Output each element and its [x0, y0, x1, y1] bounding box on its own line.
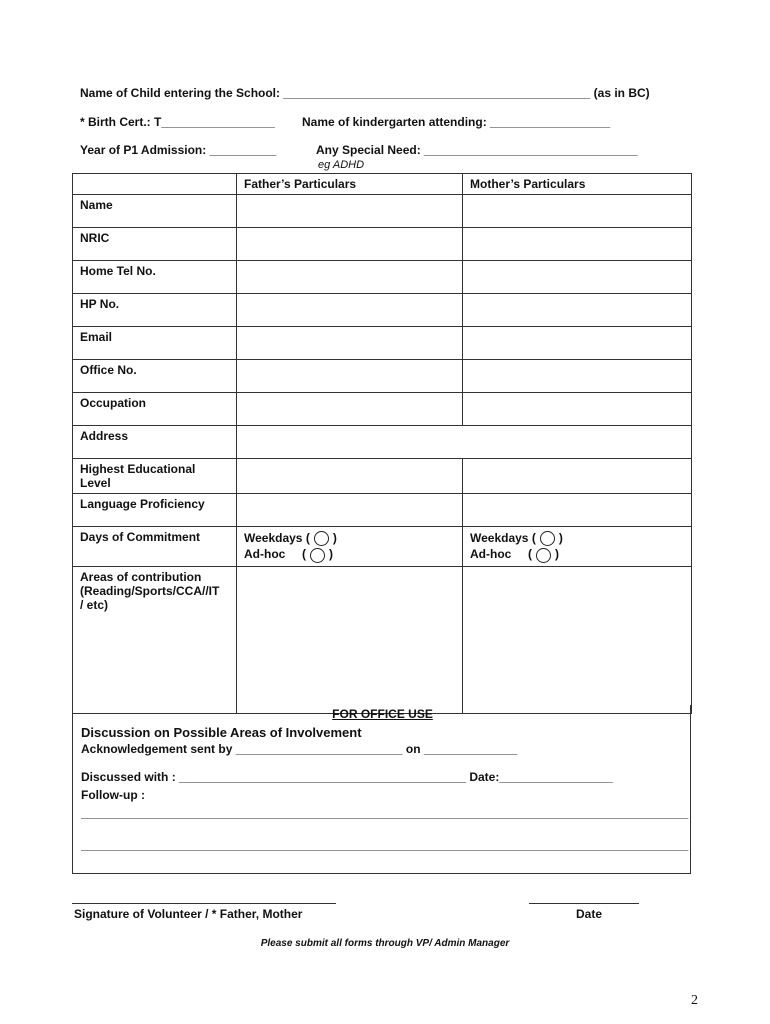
- paren: ): [555, 547, 559, 562]
- address-cell[interactable]: [237, 426, 692, 459]
- acknowledgement-field[interactable]: Acknowledgement sent by _________________________ on ______________: [81, 742, 518, 756]
- mother-adhoc-radio[interactable]: [536, 548, 551, 563]
- date-label: Date: [576, 907, 603, 921]
- row-label-language: Language Proficiency: [73, 494, 237, 527]
- row-label-occupation: Occupation: [73, 393, 237, 426]
- father-adhoc-radio[interactable]: [310, 548, 325, 563]
- father-occupation-cell[interactable]: [237, 393, 463, 426]
- mother-nric-cell[interactable]: [463, 228, 692, 261]
- row-label-email: Email: [73, 327, 237, 360]
- father-home-tel-cell[interactable]: [237, 261, 463, 294]
- mother-column-header: Mother’s Particulars: [463, 174, 692, 195]
- signature-line[interactable]: [72, 903, 336, 904]
- father-language-cell[interactable]: [237, 494, 463, 527]
- office-use-section: [72, 705, 691, 874]
- mother-email-cell[interactable]: [463, 327, 692, 360]
- mother-education-cell[interactable]: [463, 459, 692, 494]
- row-label-home-tel: Home Tel No.: [73, 261, 237, 294]
- areas-label-line2: (Reading/Sports/CCA//IT: [80, 583, 220, 598]
- discussed-with-field[interactable]: Discussed with : ___________________________________________ Date:_________________: [81, 770, 613, 784]
- table-corner: [73, 174, 237, 195]
- mother-home-tel-cell[interactable]: [463, 261, 692, 294]
- father-nric-cell[interactable]: [237, 228, 463, 261]
- father-office-cell[interactable]: [237, 360, 463, 393]
- follow-up-line-2[interactable]: ___________________________________________________________________________________________: [81, 838, 689, 852]
- row-label-education: [73, 459, 237, 494]
- date-line[interactable]: [529, 903, 639, 904]
- paren: (: [528, 547, 532, 562]
- page-number: 2: [691, 993, 698, 1008]
- father-adhoc-label: Ad-hoc: [244, 547, 286, 562]
- row-label-areas: [73, 566, 237, 713]
- mother-areas-cell[interactable]: [463, 566, 692, 713]
- paren: (: [302, 547, 306, 562]
- row-label-commitment: Days of Commitment: [73, 527, 237, 567]
- submission-note: Please submit all forms through VP/ Admin Manager: [260, 938, 510, 949]
- particulars-table: [72, 173, 692, 714]
- paren: ): [329, 547, 333, 562]
- row-label-name: Name: [73, 195, 237, 228]
- paren: ): [332, 531, 337, 545]
- areas-label-line1: Areas of contribution: [80, 569, 202, 584]
- mother-hp-cell[interactable]: [463, 294, 692, 327]
- row-label-address: Address: [73, 426, 237, 459]
- education-label-line2: Level: [80, 476, 111, 490]
- father-commitment-cell: [237, 527, 463, 567]
- father-column-header: Father’s Particulars: [237, 174, 463, 195]
- mother-occupation-cell[interactable]: [463, 393, 692, 426]
- follow-up-line-1[interactable]: ___________________________________________________________________________________________: [81, 806, 689, 820]
- mother-weekdays-label: Weekdays (: [470, 531, 536, 545]
- office-use-title: FOR OFFICE USE: [332, 707, 433, 721]
- father-weekdays-label: Weekdays (: [244, 531, 310, 545]
- mother-commitment-cell: [463, 527, 692, 567]
- father-education-cell[interactable]: [237, 459, 463, 494]
- father-email-cell[interactable]: [237, 327, 463, 360]
- special-need-field[interactable]: Any Special Need: ________________________________: [316, 143, 638, 157]
- birth-cert-field[interactable]: * Birth Cert.: T_________________: [80, 115, 275, 129]
- row-label-nric: NRIC: [73, 228, 237, 261]
- father-weekdays-radio[interactable]: [314, 531, 329, 546]
- mother-weekdays-radio[interactable]: [540, 531, 555, 546]
- father-name-cell[interactable]: [237, 195, 463, 228]
- education-label-line1: Highest Educational: [80, 462, 196, 476]
- father-hp-cell[interactable]: [237, 294, 463, 327]
- p1-admission-field[interactable]: Year of P1 Admission: __________: [80, 143, 277, 157]
- paren: ): [558, 531, 563, 545]
- signature-label: Signature of Volunteer / * Father, Mother: [74, 907, 303, 921]
- areas-label-line3: / etc): [80, 597, 109, 612]
- discussion-heading: Discussion on Possible Areas of Involvement: [81, 725, 362, 740]
- mother-name-cell[interactable]: [463, 195, 692, 228]
- child-name-field[interactable]: Name of Child entering the School: ______________________________________________ (as in BC): [80, 86, 650, 100]
- follow-up-label: Follow-up :: [81, 788, 145, 802]
- row-label-hp: HP No.: [73, 294, 237, 327]
- mother-adhoc-label: Ad-hoc: [470, 547, 512, 562]
- row-label-office: Office No.: [73, 360, 237, 393]
- mother-office-cell[interactable]: [463, 360, 692, 393]
- kindergarten-field[interactable]: Name of kindergarten attending: __________________: [302, 115, 611, 129]
- father-areas-cell[interactable]: [237, 566, 463, 713]
- mother-language-cell[interactable]: [463, 494, 692, 527]
- special-need-example: eg ADHD: [318, 159, 365, 171]
